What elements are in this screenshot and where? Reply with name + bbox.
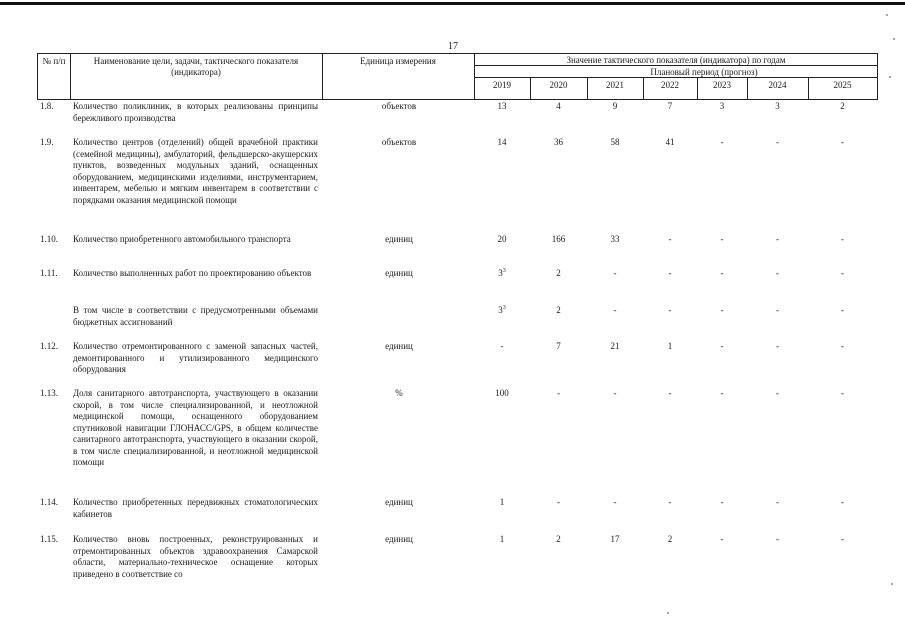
header-num: № п/п xyxy=(42,56,66,66)
year-header: 2024 xyxy=(768,80,787,90)
row-description: Количество отремонтированного с заменой запасных частей, демонтированного и утилизированного медицинского оборудования xyxy=(73,341,318,374)
value-2025: - xyxy=(841,388,844,398)
scan-speck xyxy=(667,612,669,614)
scan-speck xyxy=(893,38,895,40)
row-number: 1.13. xyxy=(40,388,58,398)
value-2021: 33 xyxy=(610,234,620,244)
value-2024: - xyxy=(776,268,779,278)
header-name: Наименование цели, задачи, тактического показателя (индикатора) xyxy=(93,56,299,77)
value-text: 3 xyxy=(498,268,503,278)
col-divider xyxy=(70,53,71,99)
value-2022: 7 xyxy=(667,101,673,111)
value-2024: - xyxy=(776,497,779,507)
value-2019: 13 xyxy=(497,101,507,111)
col-divider xyxy=(322,53,323,99)
value-2025: - xyxy=(841,234,844,244)
value-2023: - xyxy=(720,268,724,278)
value-2025: - xyxy=(841,341,844,351)
value-2023: - xyxy=(720,497,724,507)
year-header: 2019 xyxy=(493,80,511,90)
value-2019 xyxy=(474,268,530,279)
row-description: Количество вновь построенных, реконструированных и отремонтированных объектов здравоохранения Самарской области, материально-техническое оснащение которых приведено в соответствие со xyxy=(73,534,318,579)
col-divider xyxy=(474,53,475,99)
row-description: Количество приобретенных передвижных стоматологических кабинетов xyxy=(73,497,318,519)
value-2019: - xyxy=(500,341,504,351)
value-2020: - xyxy=(557,497,560,507)
col-divider xyxy=(877,53,878,99)
header-bottom-line xyxy=(37,99,878,100)
value-2022: - xyxy=(668,497,672,507)
row-number: 1.14. xyxy=(40,497,58,507)
value-2025: - xyxy=(841,137,844,147)
value-2021: - xyxy=(613,268,617,278)
value-2019: 1 xyxy=(499,497,505,507)
value-2021: 21 xyxy=(610,341,620,351)
value-2025: - xyxy=(841,497,844,507)
row-number: 1.9. xyxy=(40,137,54,147)
row-unit: единиц xyxy=(385,268,413,278)
value-2022: 2 xyxy=(667,534,673,544)
row-description: В том числе в соответствии с предусмотренными объемами бюджетных ассигнований xyxy=(73,305,318,327)
year-header: 2025 xyxy=(833,80,852,90)
footnote-mark: 3 xyxy=(502,305,506,311)
value-2019: 100 xyxy=(495,388,509,398)
value-2020: 2 xyxy=(556,268,561,278)
value-2021: 17 xyxy=(610,534,620,544)
row-number: 1.15. xyxy=(40,534,58,544)
value-2022: - xyxy=(668,234,672,244)
row-number: 1.10. xyxy=(40,234,58,244)
value-text: 3 xyxy=(498,305,503,315)
value-2023: - xyxy=(720,341,724,351)
value-2022: 41 xyxy=(665,137,675,147)
row-unit: объектов xyxy=(381,101,417,111)
col-divider xyxy=(37,53,38,99)
value-2025: - xyxy=(841,305,844,315)
header-plan-period: Плановый период (прогноз) xyxy=(650,67,758,77)
value-2020: 2 xyxy=(556,305,561,315)
value-2023: - xyxy=(720,388,724,398)
value-2020: 166 xyxy=(551,234,566,244)
value-2022: - xyxy=(668,388,672,398)
header-unit: Единица измерения xyxy=(360,56,436,66)
row-description: Количество выполненных работ по проектированию объектов xyxy=(73,268,312,278)
header-values-title: Значение тактического показателя (индикатора) по годам xyxy=(566,55,786,65)
value-2023: - xyxy=(720,534,724,544)
value-2020: 36 xyxy=(554,137,563,147)
value-2020: 4 xyxy=(556,101,561,111)
scan-speck xyxy=(889,76,891,78)
value-2023: - xyxy=(720,305,724,315)
row-unit: единиц xyxy=(385,341,413,351)
value-2025: 2 xyxy=(840,101,845,111)
value-2025: - xyxy=(841,268,844,278)
value-2024: - xyxy=(776,341,779,351)
row-unit: объектов xyxy=(381,137,417,147)
year-header: 2022 xyxy=(661,80,679,90)
scan-speck xyxy=(891,583,893,585)
value-2024: - xyxy=(776,234,779,244)
value-2022: - xyxy=(668,305,672,315)
row-unit: единиц xyxy=(385,534,413,544)
value-2022: - xyxy=(668,268,672,278)
row-number: 1.11. xyxy=(40,268,58,278)
header-top-line xyxy=(37,53,878,54)
year-header: 2023 xyxy=(713,80,731,90)
value-2024: - xyxy=(776,137,779,147)
value-2020: 2 xyxy=(556,534,561,544)
value-2019: 1 xyxy=(499,534,505,544)
row-description: Количество приобретенного автомобильного транспорта xyxy=(73,234,291,244)
year-header: 2021 xyxy=(606,80,624,90)
value-2021: 58 xyxy=(610,137,620,147)
row-description: Доля санитарного автотранспорта, участвующего в оказании скорой, в том числе специализированной, и неотложной медицинской помощи, оснащенного оборудованием спутниковой навигации ГЛОНАСС/GPS, в общем количестве санитарного автотранспорта, участвующего в оказании скорой, в том числе специализированной, и неотложной медицинской помощи xyxy=(73,388,318,467)
page-number: 17 xyxy=(448,41,458,52)
row-unit: % xyxy=(395,388,403,398)
row-number: 1.8. xyxy=(40,101,54,111)
value-2024: - xyxy=(776,534,779,544)
value-2019: 14 xyxy=(497,137,507,147)
top-border-line xyxy=(0,2,905,5)
value-2021: - xyxy=(613,388,617,398)
row-number: 1.12. xyxy=(40,341,58,351)
row-description: Количество центров (отделений) общей врачебной практики (семейной медицины), амбулаторий, фельдшерско-акушерских пунктов, возведенных модульных зданий, оснащенных оборудованием, медицинскими изделиями, инструментарием, инвентарем, мебелью и мягким инвентарем в соответствии с порядками оказания медицинской помощи xyxy=(73,137,318,205)
value-2023: - xyxy=(720,137,724,147)
value-2020: - xyxy=(557,388,560,398)
value-2024: 3 xyxy=(775,101,780,111)
value-2024: - xyxy=(776,305,779,315)
value-2021: - xyxy=(613,305,617,315)
value-2020: 7 xyxy=(556,341,561,351)
row-unit: единиц xyxy=(385,497,413,507)
row-description: Количество поликлиник, в которых реализованы принципы бережливого производства xyxy=(73,101,318,123)
value-2019 xyxy=(474,305,530,316)
footnote-mark: 3 xyxy=(502,268,506,274)
value-2021: - xyxy=(613,497,617,507)
row-unit: единиц xyxy=(385,234,413,244)
value-2019: 20 xyxy=(497,234,507,244)
value-2025: - xyxy=(841,534,844,544)
value-2023: 3 xyxy=(719,101,725,111)
value-2021: 9 xyxy=(612,101,618,111)
year-header: 2020 xyxy=(549,80,568,90)
scan-speck xyxy=(886,14,888,16)
value-2022: 1 xyxy=(667,341,673,351)
value-2023: - xyxy=(720,234,724,244)
value-2024: - xyxy=(776,388,779,398)
